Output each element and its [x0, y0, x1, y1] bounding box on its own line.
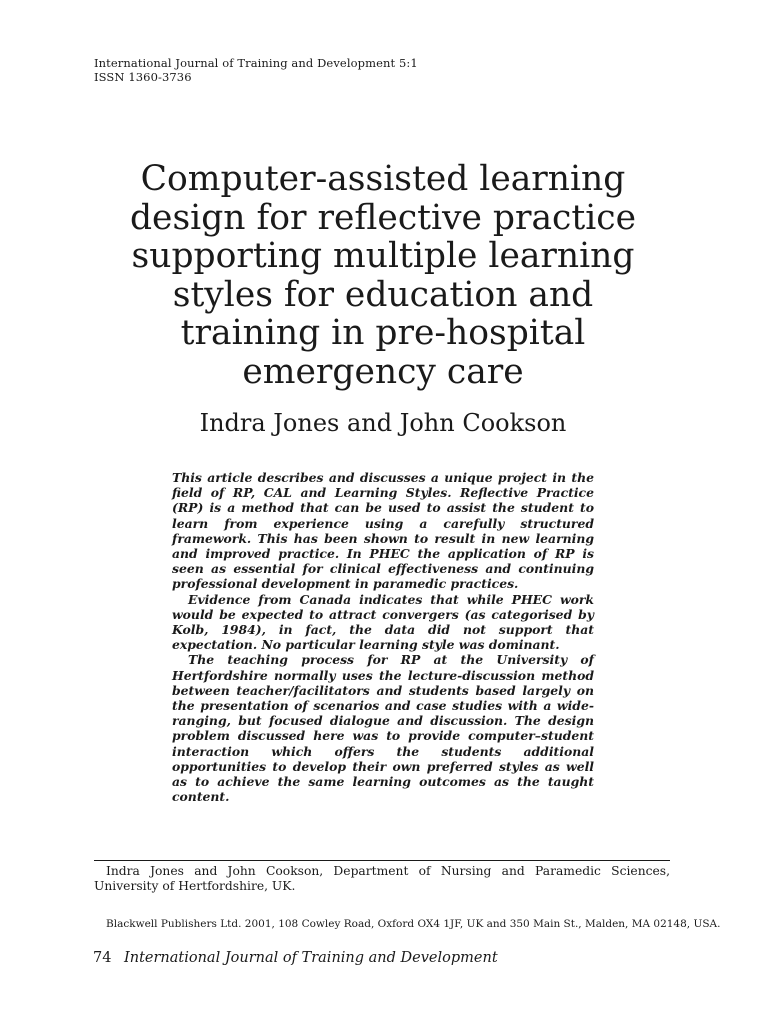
abstract: [172, 470, 594, 804]
title-line: styles for education and: [172, 274, 594, 315]
affiliation-line: Hertfordshire, UK.: [178, 879, 296, 893]
issn: ISSN 1360-3736: [94, 70, 192, 84]
author-affiliation-footnote: [94, 864, 670, 894]
copyright-notice: Blackwell Publishers Ltd. 2001, 108 Cowley Road, Oxford OX4 1JF, UK and 350 Main St., Malden, MA 02148, USA.: [106, 918, 721, 930]
abstract-paragraph: Evidence from Canada indicates that while PHEC work would be expected to attract convergers (as categorised by Kolb, 1984), in fact, the data did not support that expectation. No particular learning style was dominant.: [172, 591, 594, 653]
abstract-paragraph: This article describes and discusses a unique project in the field of RP, CAL and Learning Styles. Reflective Practice (RP) is a method that can be used to assist the student to learn from experience using a carefully structured framework. This has been shown to result in new learning and improved practice. In PHEC the application of RP is seen as essential for clinical effectiveness and continuing professional development in paramedic practices.: [172, 470, 594, 592]
running-footer-journal: International Journal of Training and Development: [124, 950, 498, 966]
journal-citation: International Journal of Training and Development 5:1: [94, 56, 418, 70]
title-line: Computer-assisted learning: [140, 159, 626, 199]
page-number: 74: [93, 950, 112, 966]
title-line: emergency care: [242, 351, 524, 392]
article-authors: Indra Jones and John Cookson: [199, 409, 567, 437]
title-line: design for reflective practice: [129, 197, 637, 238]
title-line: supporting multiple learning: [131, 236, 635, 277]
title-line: training in pre-hospital: [180, 313, 586, 354]
article-title: [90, 160, 676, 392]
affiliation-line: Indra Jones and John Cookson, Department of Nursing and Paramedic Sciences, University of: [94, 864, 670, 893]
abstract-paragraph: The teaching process for RP at the University of Hertfordshire normally uses the lecture-discussion method between teacher/facilitators and students based largely on the presentation of scenarios and case studies with a wide-ranging, but focused dialogue and discussion. The design problem discussed here was to provide computer–student interaction which offers the students additional opportunities to develop their own preferred styles as well as to achieve the same learning outcomes as the taught content.: [172, 652, 594, 805]
footnote-divider: [94, 860, 670, 861]
